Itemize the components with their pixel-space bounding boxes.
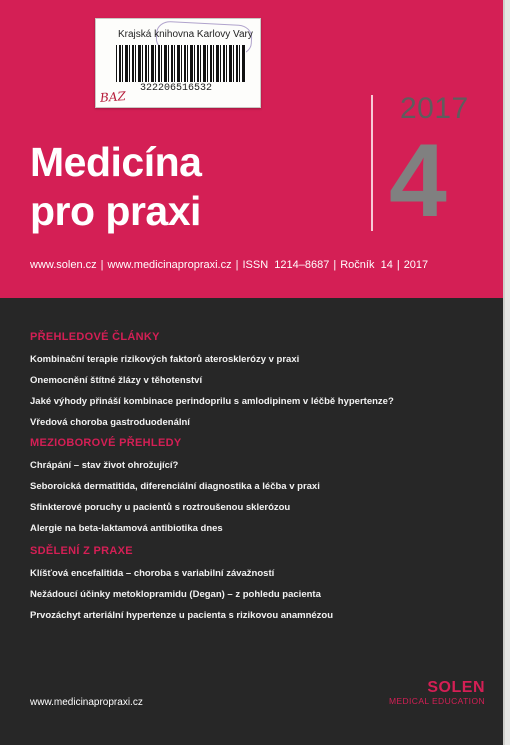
article-title[interactable]: Nežádoucí účinky metoklopramidu (Degan) – z pohledu pacienta	[30, 589, 321, 600]
article-title[interactable]: Prvozáchyt arteriální hypertenze u pacienta s rizikovou anamnézou	[30, 610, 334, 621]
masthead-panel	[0, 0, 503, 298]
section-case-reports	[30, 545, 333, 631]
section-heading: PŘEHLEDOVÉ ČLÁNKY	[30, 331, 160, 343]
meta-issn-label: ISSN	[242, 259, 269, 271]
vertical-divider	[371, 95, 373, 231]
issue-number: 4	[389, 123, 447, 239]
section-heading: SDĚLENÍ Z PRAXE	[30, 545, 133, 557]
section-review-articles	[30, 331, 394, 438]
library-name: Krajská knihovna Karlovy Vary	[118, 29, 253, 40]
meta-separator: |	[235, 259, 239, 271]
logo-wordmark: SOLEN	[427, 679, 485, 696]
meta-year: 2017	[403, 259, 429, 271]
meta-separator: |	[100, 259, 104, 271]
article-title[interactable]: Sfinkterové poruchy u pacientů s roztroušenou sklerózou	[30, 502, 291, 513]
article-title[interactable]: Seboroická dermatitida, diferenciální diagnostika a léčba v praxi	[30, 481, 320, 492]
meta-separator: |	[333, 259, 337, 271]
title-line-1: Medicína	[30, 139, 202, 185]
article-title[interactable]: Kombinační terapie rizikových faktorů aterosklerózy v praxi	[30, 354, 300, 365]
issue-year: 2017	[400, 92, 469, 125]
barcode-number: 322206516532	[140, 83, 213, 94]
meta-volume: 14	[380, 259, 393, 271]
article-title[interactable]: Alergie na beta-laktamová antibiotika dnes	[30, 523, 223, 534]
logo-tagline: MEDICAL EDUCATION	[388, 696, 485, 706]
publication-meta	[30, 259, 428, 271]
contents-panel	[0, 298, 503, 745]
meta-volume-label: Ročník	[340, 259, 375, 271]
section-heading: MEZIOBOROVÉ PŘEHLEDY	[30, 437, 182, 449]
article-title[interactable]: Onemocnění štítné žlázy v těhotenství	[30, 375, 203, 386]
title-line-2: pro praxi	[30, 188, 201, 234]
article-title[interactable]: Jaké výhody přináší kombinace perindoprilu s amlodipinem v léčbě hypertenze?	[30, 396, 394, 407]
handwritten-note: BAZ	[99, 89, 127, 105]
meta-site-journal[interactable]: www.medicinapropraxi.cz	[107, 259, 232, 271]
meta-site-solen[interactable]: www.solen.cz	[30, 259, 97, 271]
solen-logo	[389, 679, 485, 706]
article-title[interactable]: Chrápání – stav život ohrožující?	[30, 460, 179, 471]
barcode	[116, 45, 246, 82]
meta-issn: 1214–8687	[274, 259, 330, 271]
meta-separator: |	[396, 259, 400, 271]
footer-website[interactable]: www.medicinapropraxi.cz	[30, 697, 143, 708]
section-interdisciplinary-reviews	[30, 437, 320, 544]
article-title[interactable]: Vředová choroba gastroduodenální	[30, 417, 190, 428]
article-title[interactable]: Klíšťová encefalitida – choroba s variabilní závažností	[30, 568, 275, 579]
